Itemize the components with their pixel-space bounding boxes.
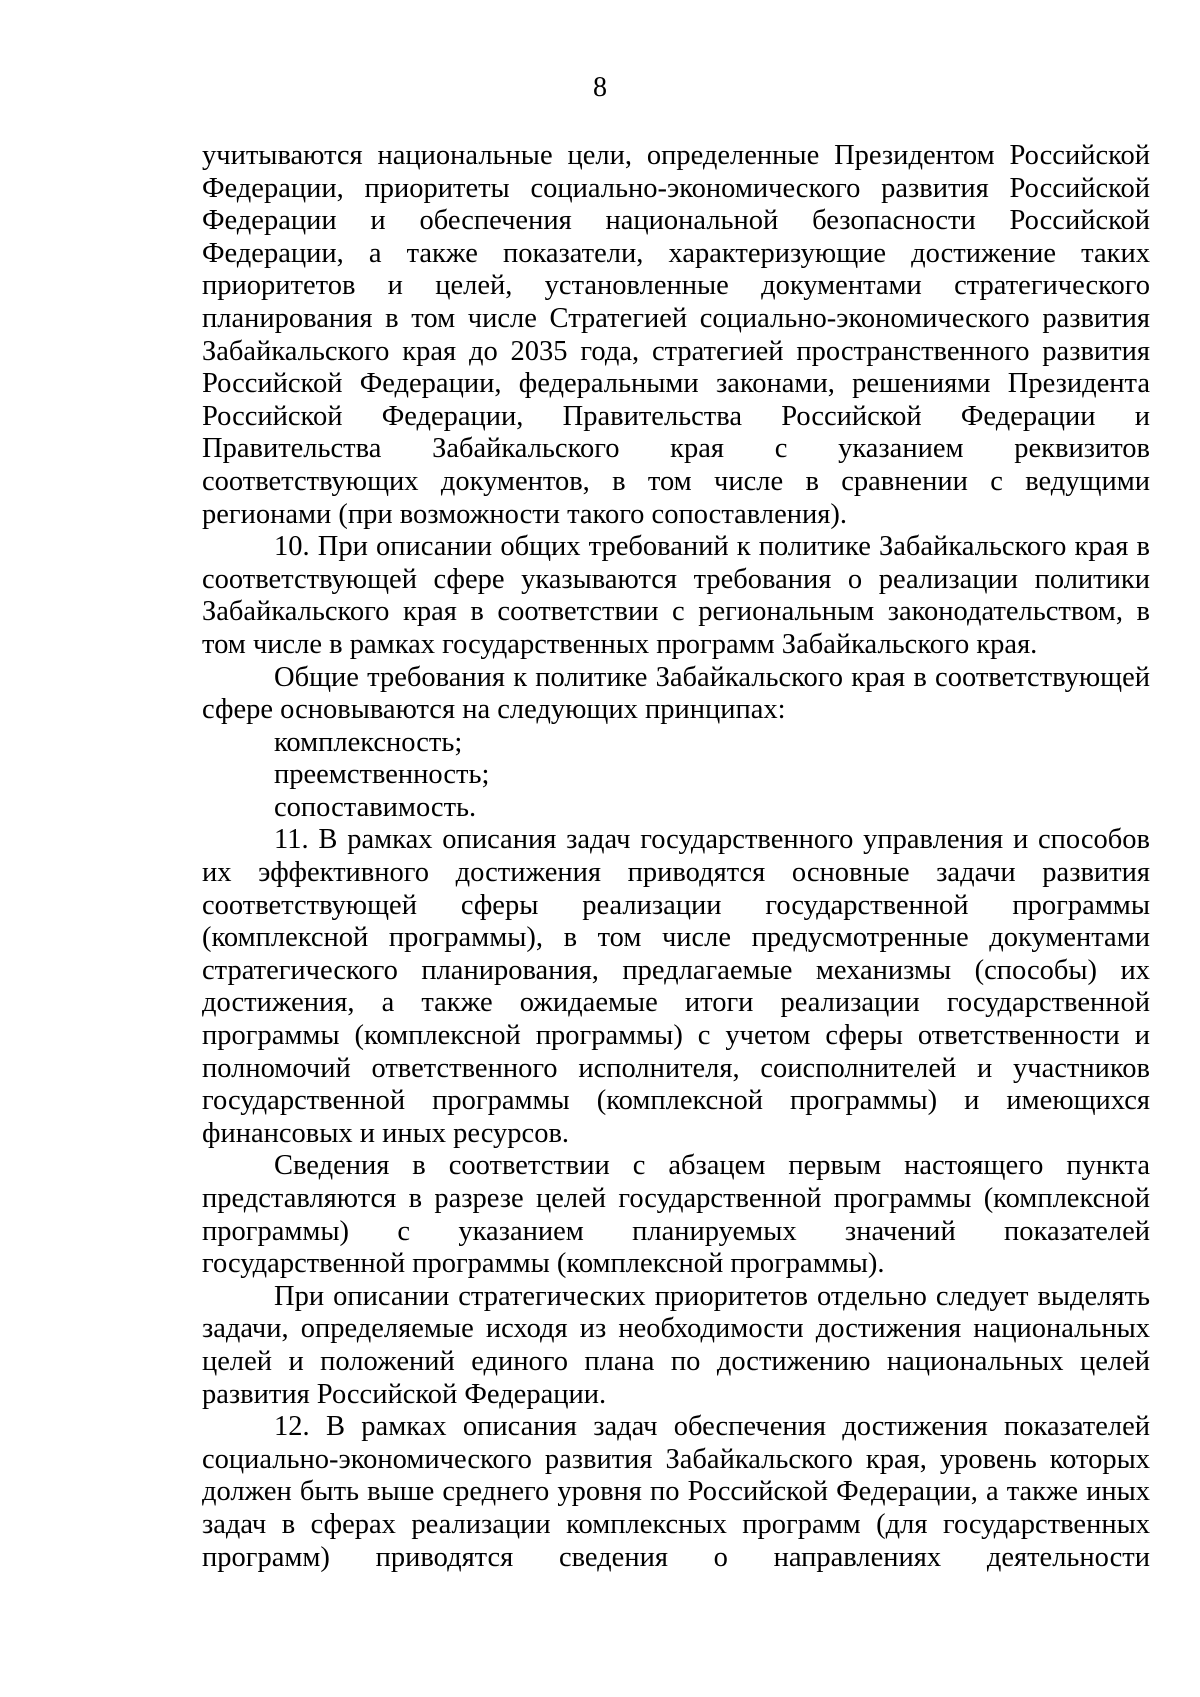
paragraph-item-11: 11. В рамках описания задач государственного управления и способов их эффективного достижения приводятся основные задачи развития соответствующей сферы реализации государственной программы (комплексной программы), в том числе предусмотренные документами стратегического планирования, предлагаемые механизмы (способы) их достижения, а также ожидаемые итоги реализации государственной программы (комплексной программы) с учетом сферы ответственности и полномочий ответственного исполнителя, соисполнителей и участников государственной программы (комплексной программы) и имеющихся финансовых и иных ресурсов. [202,824,1150,1149]
paragraph-continuation: учитываются национальные цели, определенные Президентом Российской Федерации, приоритеты социально-экономического развития Российской Федерации и обеспечения национальной безопасности Российской Федерации, а также показатели, характеризующие достижение таких приоритетов и целей, установленные документами стратегического планирования в том числе Стратегией социально-экономического развития Забайкальского края до 2035 года, стратегией пространственного развития Российской Федерации, федеральными законами, решениями Президента Российской Федерации, Правительства Российской Федерации и Правительства Забайкальского края с указанием реквизитов соответствующих документов, в том числе в сравнении с ведущими регионами (при возможности такого сопоставления). [202,140,1150,530]
paragraph-item-10: 10. При описании общих требований к политике Забайкальского края в соответствующей сфере указываются требования о реализации политики Забайкальского края в соответствии с региональным законодательством, в том числе в рамках государственных программ Забайкальского края. [202,531,1150,660]
paragraph-strategic-priorities: При описании стратегических приоритетов отдельно следует выделять задачи, определяемые исходя из необходимости достижения национальных целей и положений единого плана по достижению национальных целей развития Российской Федерации. [202,1280,1150,1410]
principle-item: сопоставимость. [274,791,477,823]
paragraph-information: Сведения в соответствии с абзацем первым настоящего пункта представляются в разрезе целей государственной программы (комплексной программы) с указанием планируемых значений показателей государственной программы (комплексной программы). [202,1150,1150,1280]
paragraph-general-requirements: Общие требования к политике Забайкальского края в соответствующей сфере основываются на следующих принципах: [202,661,1150,726]
page-number: 8 [593,72,607,103]
document-body [202,140,1150,1574]
principle-item: преемственность; [274,759,490,791]
principle-item: комплексность; [274,726,463,758]
paragraph-item-12: 12. В рамках описания задач обеспечения достижения показателей социально-экономического развития Забайкальского края, уровень которых должен быть выше среднего уровня по Российской Федерации, а также иных задач в сферах реализации комплексных программ (для государственных программ) приводятся сведения о направлениях деятельности [202,1411,1150,1573]
